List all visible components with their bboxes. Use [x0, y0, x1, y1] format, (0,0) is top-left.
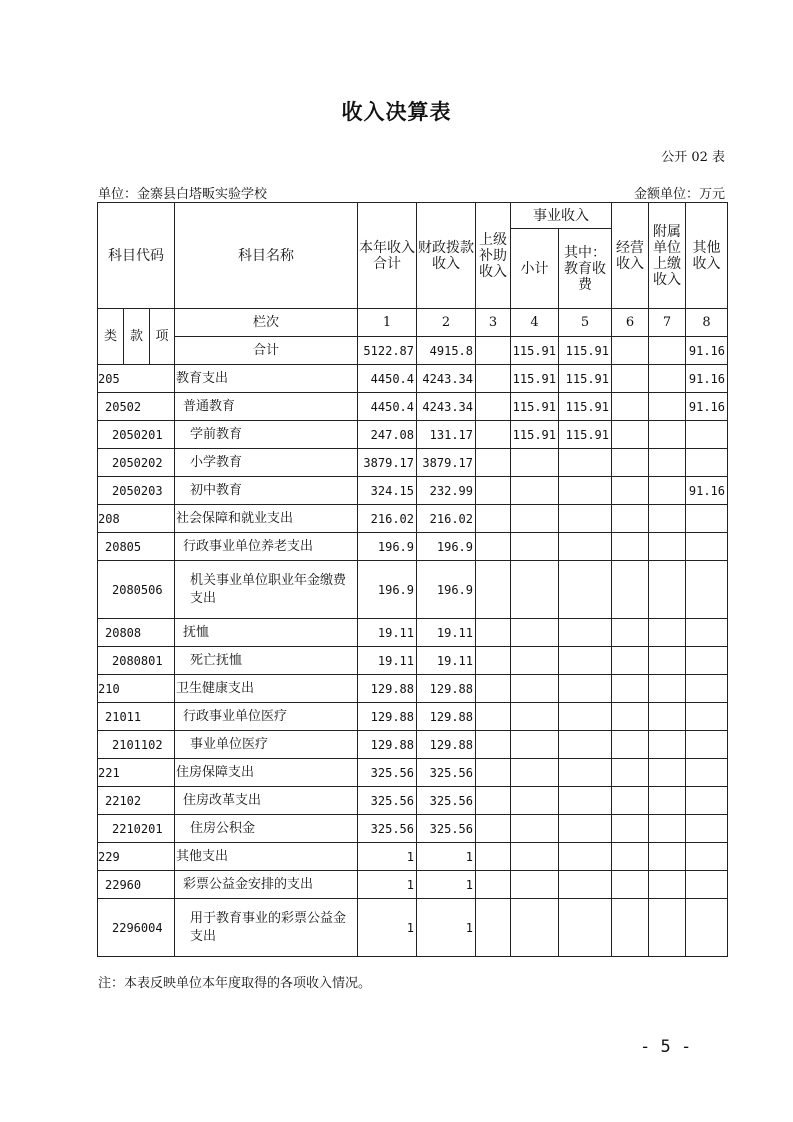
table-row [98, 505, 728, 533]
table-row [98, 421, 728, 449]
amount-cell: 115.91 [559, 393, 612, 421]
amount-cell [686, 787, 728, 815]
amount-cell [612, 505, 649, 533]
amount-cell [511, 815, 559, 843]
amount-cell: 4243.34 [417, 365, 476, 393]
subject-name: 彩票公益金安排的支出 [175, 871, 358, 899]
amount-cell: 232.99 [417, 477, 476, 505]
subject-code: 20805 [98, 533, 175, 561]
amount-cell [476, 899, 511, 957]
amount-cell [649, 731, 686, 759]
table-row [98, 533, 728, 561]
amount-cell [686, 899, 728, 957]
subject-code: 2101102 [98, 731, 175, 759]
amount-cell [612, 533, 649, 561]
amount-cell [686, 619, 728, 647]
subject-code: 229 [98, 843, 175, 871]
subject-name: 初中教育 [175, 477, 358, 505]
header-xiang: 项 [150, 309, 175, 365]
amount-cell: 1 [358, 871, 417, 899]
amount-cell [612, 843, 649, 871]
header-edu-fee: 其中：教育收费 [559, 229, 612, 309]
amount-cell: 196.9 [417, 561, 476, 619]
amount-cell: 1 [417, 871, 476, 899]
col-number: 6 [612, 309, 649, 337]
amount-cell [476, 505, 511, 533]
header-column-order: 栏次 [175, 309, 358, 337]
amount-cell [649, 477, 686, 505]
amount-cell [649, 871, 686, 899]
amount-cell: 115.91 [559, 421, 612, 449]
amount-cell: 115.91 [511, 421, 559, 449]
amount-cell [511, 647, 559, 675]
subject-name: 死亡抚恤 [175, 647, 358, 675]
amount-cell: 129.88 [417, 675, 476, 703]
subject-code: 2050202 [98, 449, 175, 477]
amount-cell [511, 703, 559, 731]
col-number: 2 [417, 309, 476, 337]
table-row [98, 815, 728, 843]
subject-code: 2080801 [98, 647, 175, 675]
subject-name: 用于教育事业的彩票公益金支出 [175, 899, 358, 957]
subject-code: 21011 [98, 703, 175, 731]
amount-cell [559, 561, 612, 619]
amount-unit: 金额单位：万元 [633, 187, 725, 202]
subject-name: 抚恤 [175, 619, 358, 647]
amount-cell [612, 477, 649, 505]
amount-cell [559, 787, 612, 815]
amount-cell: 129.88 [358, 731, 417, 759]
total-row [98, 337, 728, 365]
amount-cell [476, 533, 511, 561]
amount-cell: 324.15 [358, 477, 417, 505]
header-annual-income: 本年收入合计 [358, 203, 417, 309]
amount-cell [649, 759, 686, 787]
amount-cell [559, 533, 612, 561]
amount-cell [559, 759, 612, 787]
total-value: 4915.8 [417, 337, 476, 365]
amount-cell: 115.91 [511, 393, 559, 421]
amount-cell: 3879.17 [417, 449, 476, 477]
amount-cell [476, 843, 511, 871]
amount-cell [649, 619, 686, 647]
amount-cell [476, 731, 511, 759]
amount-cell [686, 561, 728, 619]
table-row [98, 871, 728, 899]
amount-cell [686, 505, 728, 533]
amount-cell [649, 675, 686, 703]
amount-cell [686, 871, 728, 899]
amount-cell [476, 477, 511, 505]
col-number: 1 [358, 309, 417, 337]
amount-cell: 19.11 [358, 647, 417, 675]
header-affiliated-income: 附属单位上缴收入 [649, 203, 686, 309]
table-row [98, 365, 728, 393]
amount-cell: 131.17 [417, 421, 476, 449]
col-number: 4 [511, 309, 559, 337]
amount-cell: 115.91 [511, 365, 559, 393]
amount-cell [511, 675, 559, 703]
amount-cell: 196.9 [417, 533, 476, 561]
amount-cell: 1 [358, 899, 417, 957]
amount-cell: 325.56 [358, 759, 417, 787]
amount-cell: 91.16 [686, 365, 728, 393]
table-row [98, 477, 728, 505]
table-row [98, 393, 728, 421]
header-lei: 类 [98, 309, 124, 365]
amount-cell: 247.08 [358, 421, 417, 449]
amount-cell [511, 899, 559, 957]
amount-cell [476, 421, 511, 449]
amount-cell [612, 365, 649, 393]
amount-cell [649, 505, 686, 533]
amount-cell [559, 899, 612, 957]
amount-cell [511, 505, 559, 533]
amount-cell [686, 421, 728, 449]
amount-cell [686, 759, 728, 787]
amount-cell [649, 365, 686, 393]
subject-code: 2080506 [98, 561, 175, 619]
subject-code: 221 [98, 759, 175, 787]
amount-cell [686, 533, 728, 561]
amount-cell [686, 675, 728, 703]
amount-cell [649, 449, 686, 477]
amount-cell [476, 561, 511, 619]
amount-cell [612, 787, 649, 815]
amount-cell [511, 533, 559, 561]
total-value: 115.91 [559, 337, 612, 365]
amount-cell [686, 647, 728, 675]
header-subtotal: 小计 [511, 229, 559, 309]
subject-name: 社会保障和就业支出 [175, 505, 358, 533]
total-label: 合计 [175, 337, 358, 365]
amount-cell: 325.56 [417, 815, 476, 843]
amount-cell [649, 815, 686, 843]
amount-cell [612, 647, 649, 675]
amount-cell [612, 815, 649, 843]
header-operating-income: 经营收入 [612, 203, 649, 309]
amount-cell [476, 703, 511, 731]
total-value [612, 337, 649, 365]
header-subject-name: 科目名称 [175, 203, 358, 309]
subject-code: 2050203 [98, 477, 175, 505]
amount-cell [612, 421, 649, 449]
table-row [98, 731, 728, 759]
subject-name: 学前教育 [175, 421, 358, 449]
total-value: 115.91 [511, 337, 559, 365]
amount-cell [686, 703, 728, 731]
table-note: 注：本表反映单位本年度取得的各项收入情况。 [98, 976, 372, 991]
amount-cell [559, 619, 612, 647]
subject-code: 208 [98, 505, 175, 533]
amount-cell: 1 [417, 843, 476, 871]
amount-cell: 129.88 [417, 703, 476, 731]
amount-cell: 325.56 [358, 815, 417, 843]
subject-name: 行政事业单位医疗 [175, 703, 358, 731]
amount-cell: 4450.4 [358, 365, 417, 393]
table-row [98, 619, 728, 647]
amount-cell [559, 477, 612, 505]
amount-cell [511, 561, 559, 619]
header-kuan: 款 [124, 309, 150, 365]
amount-cell [612, 675, 649, 703]
amount-cell [476, 619, 511, 647]
amount-cell [649, 843, 686, 871]
table-row [98, 759, 728, 787]
amount-cell [649, 393, 686, 421]
amount-cell [686, 843, 728, 871]
table-row [98, 561, 728, 619]
amount-cell [649, 787, 686, 815]
total-value [649, 337, 686, 365]
amount-cell: 325.56 [417, 787, 476, 815]
table-row [98, 647, 728, 675]
amount-cell: 91.16 [686, 477, 728, 505]
amount-cell: 325.56 [358, 787, 417, 815]
subject-name: 住房保障支出 [175, 759, 358, 787]
subject-name: 小学教育 [175, 449, 358, 477]
table-row [98, 675, 728, 703]
table-row [98, 843, 728, 871]
amount-cell [476, 449, 511, 477]
amount-cell [559, 871, 612, 899]
col-number: 5 [559, 309, 612, 337]
table-row [98, 703, 728, 731]
amount-cell [612, 703, 649, 731]
amount-cell: 129.88 [358, 675, 417, 703]
amount-cell [559, 647, 612, 675]
amount-cell [476, 759, 511, 787]
subject-name: 住房公积金 [175, 815, 358, 843]
amount-cell [476, 393, 511, 421]
header-other-income: 其他收入 [686, 203, 728, 309]
amount-cell [612, 561, 649, 619]
amount-cell [686, 449, 728, 477]
subject-code: 210 [98, 675, 175, 703]
amount-cell [649, 899, 686, 957]
header-business-income: 事业收入 [511, 203, 612, 229]
amount-cell [649, 647, 686, 675]
amount-cell [511, 759, 559, 787]
amount-cell [612, 449, 649, 477]
amount-cell: 216.02 [358, 505, 417, 533]
amount-cell [559, 675, 612, 703]
amount-cell [559, 703, 612, 731]
amount-cell: 196.9 [358, 561, 417, 619]
amount-cell: 4450.4 [358, 393, 417, 421]
amount-cell [612, 871, 649, 899]
subject-name: 住房改革支出 [175, 787, 358, 815]
amount-cell [559, 449, 612, 477]
amount-cell [649, 421, 686, 449]
amount-cell [511, 619, 559, 647]
page-number: - 5 - [640, 1037, 692, 1057]
col-number: 7 [649, 309, 686, 337]
amount-cell [476, 647, 511, 675]
amount-cell [511, 731, 559, 759]
amount-cell [612, 899, 649, 957]
col-number: 3 [476, 309, 511, 337]
amount-cell: 129.88 [417, 731, 476, 759]
amount-cell: 1 [417, 899, 476, 957]
subject-name: 其他支出 [175, 843, 358, 871]
amount-cell [612, 759, 649, 787]
subject-code: 205 [98, 365, 175, 393]
subject-code: 2296004 [98, 899, 175, 957]
amount-cell: 4243.34 [417, 393, 476, 421]
subject-name: 行政事业单位养老支出 [175, 533, 358, 561]
total-value: 91.16 [686, 337, 728, 365]
subject-code: 20502 [98, 393, 175, 421]
subject-code: 2210201 [98, 815, 175, 843]
amount-cell: 129.88 [358, 703, 417, 731]
amount-cell [476, 365, 511, 393]
amount-cell: 19.11 [417, 619, 476, 647]
subject-name: 卫生健康支出 [175, 675, 358, 703]
amount-cell [476, 871, 511, 899]
amount-cell [511, 843, 559, 871]
table-row [98, 449, 728, 477]
amount-cell: 216.02 [417, 505, 476, 533]
form-number: 公开 02 表 [661, 150, 725, 165]
table-row [98, 899, 728, 957]
amount-cell [686, 731, 728, 759]
page-title: 收入决算表 [341, 99, 452, 124]
amount-cell [686, 815, 728, 843]
amount-cell: 196.9 [358, 533, 417, 561]
amount-cell [612, 393, 649, 421]
amount-cell [649, 561, 686, 619]
amount-cell: 91.16 [686, 393, 728, 421]
amount-cell [476, 787, 511, 815]
amount-cell [511, 477, 559, 505]
amount-cell: 19.11 [417, 647, 476, 675]
header-superior-subsidy: 上级补助收入 [476, 203, 511, 309]
amount-cell [511, 871, 559, 899]
amount-cell [612, 619, 649, 647]
amount-cell [511, 787, 559, 815]
header-subject-code: 科目代码 [98, 203, 175, 309]
subject-name: 事业单位医疗 [175, 731, 358, 759]
amount-cell [511, 449, 559, 477]
reporting-unit: 单位：金寨县白塔畈实验学校 [98, 187, 268, 202]
subject-name: 普通教育 [175, 393, 358, 421]
amount-cell [559, 843, 612, 871]
table-row [98, 787, 728, 815]
amount-cell [476, 815, 511, 843]
amount-cell [559, 731, 612, 759]
amount-cell: 1 [358, 843, 417, 871]
header-fiscal-allocation: 财政拨款收入 [417, 203, 476, 309]
amount-cell [476, 675, 511, 703]
amount-cell: 115.91 [559, 365, 612, 393]
amount-cell: 19.11 [358, 619, 417, 647]
subject-code: 2050201 [98, 421, 175, 449]
col-number: 8 [686, 309, 728, 337]
subject-name: 教育支出 [175, 365, 358, 393]
subject-code: 22960 [98, 871, 175, 899]
amount-cell [559, 815, 612, 843]
total-value: 5122.87 [358, 337, 417, 365]
income-table [97, 202, 728, 957]
subject-code: 22102 [98, 787, 175, 815]
amount-cell [559, 505, 612, 533]
total-value [476, 337, 511, 365]
amount-cell: 3879.17 [358, 449, 417, 477]
amount-cell [649, 533, 686, 561]
subject-code: 20808 [98, 619, 175, 647]
subject-name: 机关事业单位职业年金缴费支出 [175, 561, 358, 619]
amount-cell [649, 703, 686, 731]
amount-cell [612, 731, 649, 759]
amount-cell: 325.56 [417, 759, 476, 787]
